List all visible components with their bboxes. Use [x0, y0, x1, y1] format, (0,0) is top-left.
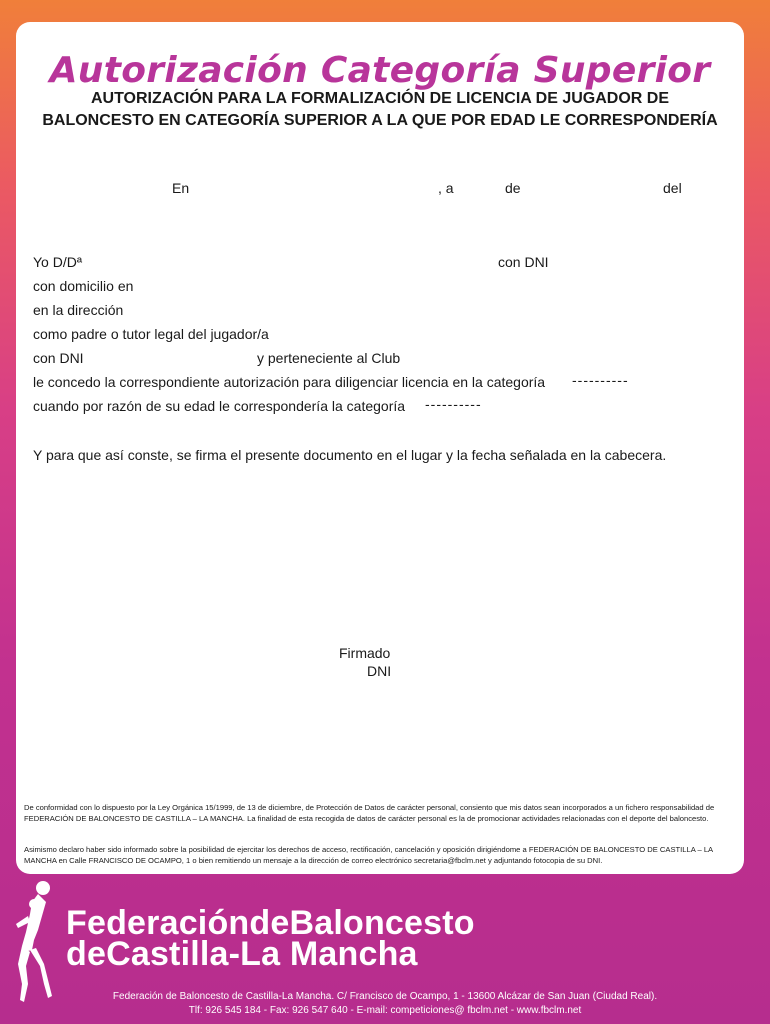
subtitle-line-2: BALONCESTO EN CATEGORÍA SUPERIOR A LA QUE POR EDAD LE CORRESPONDERÍA [42, 112, 718, 129]
document-title: Autorización Categoría Superior [49, 50, 711, 91]
brand-line-1: FederacióndeBaloncesto [66, 904, 475, 942]
federation-brand [66, 904, 475, 973]
signature-dni-label: DNI [367, 663, 392, 679]
con-dni-label-1: con DNI [498, 254, 549, 270]
privacy-notice-2: Asimismo declaro haber sido informado sobre la posibilidad de ejercitar los derechos de acceso, rectificación, cancelación y oposición dirigiéndome a FEDERACIÓN DE BALONCESTO DE CASTILLA – LA MANCHA en Calle FRANCISCO DE OCAMPO, 1 o bien remitiendo un mensaje a la dirección de correo electrónico secretaria@fbclm.net y adjuntando fotocopia de su DNI. [24, 845, 713, 865]
categoria-blank-2: ---------- [425, 396, 482, 412]
privacy-notice-1: De conformidad con lo dispuesto por la Ley Orgánica 15/1999, de 13 de diciembre, de Protección de Datos de carácter personal, consiento que mis datos sean incorporados a un fichero responsabilidad de FEDERACIÓN DE BALONCESTO DE CASTILLA – LA MANCHA. La finalidad de esta recogida de datos de carácter personal es la de promocionar actividades relacionadas con el deporte del baloncesto. [24, 803, 715, 823]
document-subtitle [24, 88, 736, 132]
date-de-label: de [505, 180, 521, 196]
footer-address: Federación de Baloncesto de Castilla-La Mancha. C/ Francisco de Ocampo, 1 - 13600 Alcázar de San Juan (Ciudad Real). [112, 991, 658, 1002]
conste-statement: Y para que así conste, se firma el presente documento en el lugar y la fecha señalada en la cabecera. [33, 447, 667, 463]
concedo-label: le concedo la correspondiente autorización para diligenciar licencia en la categoría [33, 374, 546, 390]
domicilio-label: con domicilio en [33, 278, 134, 294]
basketball-player-icon [8, 880, 66, 1008]
document-card [16, 22, 744, 874]
footer-contact: Tlf: 926 545 184 - Fax: 926 547 640 - E-mail: competiciones@ fbclm.net - www.fbclm.net [188, 1005, 582, 1016]
brand-line-2: deCastilla-La Mancha [66, 935, 418, 973]
categoria-blank-1: ---------- [572, 372, 629, 388]
date-a-label: , a [438, 180, 454, 196]
con-dni-label-2: con DNI [33, 350, 84, 366]
padre-label: como padre o tutor legal del jugador/a [33, 326, 269, 342]
cuando-label: cuando por razón de su edad le correspondería la categoría [33, 398, 406, 414]
subtitle-line-1: AUTORIZACIÓN PARA LA FORMALIZACIÓN DE LICENCIA DE JUGADOR DE [90, 90, 670, 107]
yo-label: Yo D/Dª [33, 254, 83, 270]
direccion-label: en la dirección [33, 302, 124, 318]
firmado-label: Firmado [339, 645, 391, 661]
club-label: y perteneciente al Club [257, 350, 401, 366]
date-en-label: En [172, 180, 190, 196]
date-del-label: del [663, 180, 682, 196]
